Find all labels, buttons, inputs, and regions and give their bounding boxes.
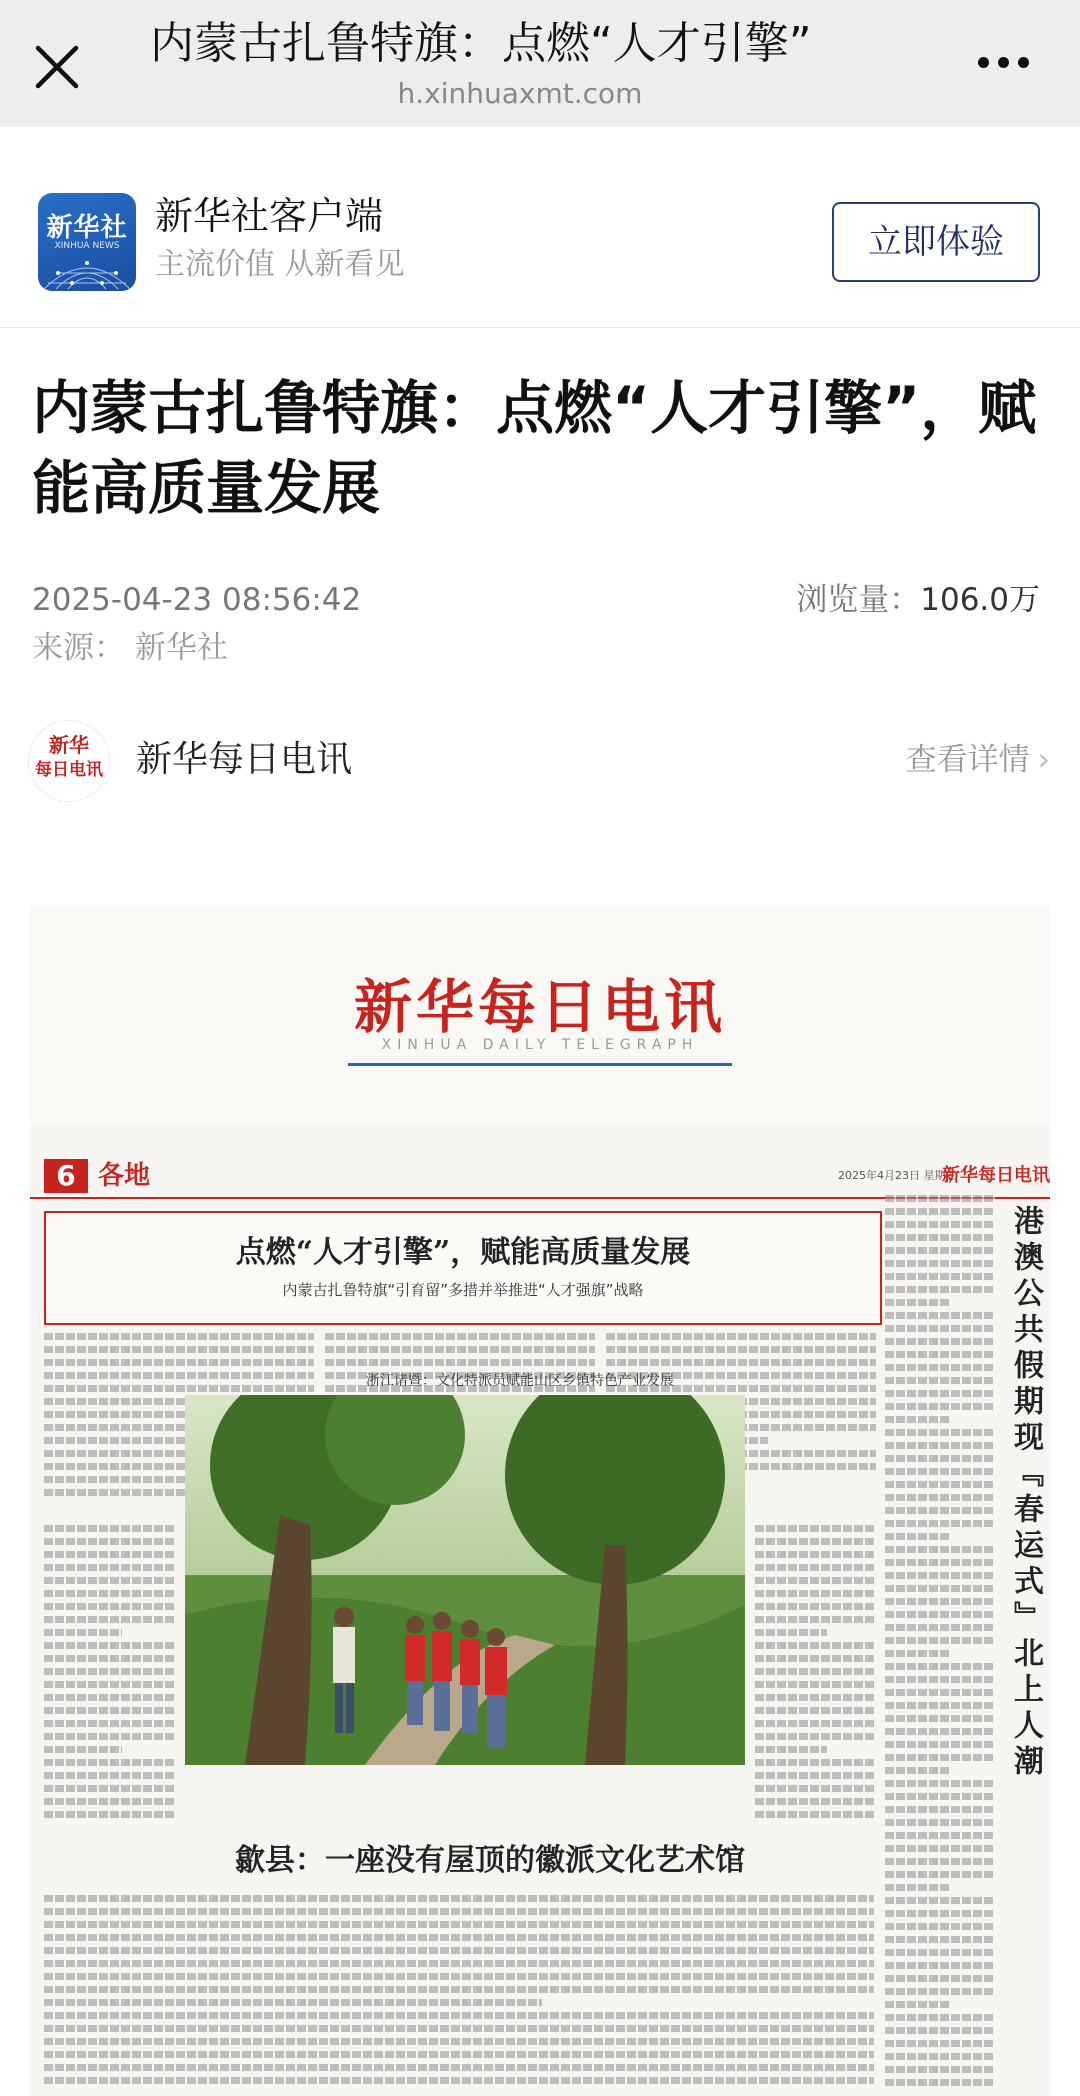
text-line — [885, 1377, 995, 1384]
bottom-story-text — [44, 1895, 874, 2095]
text-line — [44, 1960, 874, 1967]
text-line — [885, 1468, 995, 1475]
page-header — [30, 1155, 1050, 1199]
text-line — [885, 1208, 995, 1215]
text-line — [44, 1603, 174, 1610]
right-column-text — [885, 1195, 995, 2095]
text-line — [885, 1364, 995, 1371]
text-line — [44, 1707, 174, 1714]
text-line — [606, 1333, 876, 1340]
text-line — [885, 1520, 995, 1527]
text-line — [885, 1702, 995, 1709]
text-line — [885, 1273, 995, 1280]
text-line — [885, 2066, 995, 2073]
text-line — [755, 1564, 875, 1571]
text-line — [885, 1884, 951, 1891]
text-line — [885, 1936, 995, 1943]
text-line — [44, 1785, 174, 1792]
text-line — [44, 1947, 874, 1954]
text-line — [885, 1832, 995, 1839]
text-line — [885, 1806, 995, 1813]
text-line — [755, 1759, 875, 1766]
text-line — [44, 2025, 874, 2032]
text-line — [325, 1346, 595, 1353]
lead-story-box — [44, 1211, 882, 1325]
text-line — [885, 1923, 995, 1930]
text-line — [44, 1629, 122, 1636]
text-line — [44, 1681, 174, 1688]
text-line — [755, 1681, 875, 1688]
text-line — [44, 1895, 874, 1902]
text-line — [44, 1642, 174, 1649]
text-line — [885, 2053, 995, 2060]
text-line — [885, 2001, 951, 2008]
text-line — [755, 1551, 875, 1558]
view-count-label: 浏览量： — [796, 582, 921, 618]
more-options-icon[interactable] — [968, 42, 1038, 82]
text-line — [885, 1416, 951, 1423]
text-line — [44, 1668, 174, 1675]
text-line — [44, 1772, 174, 1779]
view-count — [796, 580, 1040, 620]
text-line — [885, 1624, 995, 1631]
text-line — [885, 1858, 995, 1865]
text-line — [44, 1934, 874, 1941]
second-story-title: 歙县：一座没有屋顶的徽派文化艺术馆 — [235, 1843, 745, 1878]
text-line — [755, 1733, 875, 1740]
text-line — [885, 1429, 995, 1436]
text-line — [44, 2077, 874, 2084]
page-url: h.xinhuaxmt.com — [397, 77, 643, 110]
text-line — [755, 1785, 875, 1792]
view-count-value: 106.0万 — [920, 582, 1040, 618]
account-avatar[interactable] — [28, 720, 110, 802]
text-line — [885, 1910, 995, 1917]
chevron-right-icon: › — [1037, 742, 1050, 778]
text-line — [885, 1793, 995, 1800]
text-line — [885, 1962, 995, 1969]
text-line — [755, 1720, 875, 1727]
text-line — [44, 1437, 206, 1444]
text-line — [755, 1668, 875, 1675]
text-line — [44, 1746, 122, 1753]
mini-masthead: 新华每日电讯 — [942, 1165, 1050, 1186]
news-photo — [185, 1395, 745, 1765]
text-line — [885, 2014, 995, 2021]
page-title: 内蒙古扎鲁特旗：点燃“人才引擎” — [150, 18, 812, 69]
newspaper-masthead-english: XINHUA DAILY TELEGRAPH — [381, 1037, 699, 1053]
text-line — [44, 1908, 874, 1915]
text-line — [755, 1538, 875, 1545]
text-line — [755, 1772, 875, 1779]
text-line — [44, 2038, 874, 2045]
text-line — [885, 1689, 995, 1696]
newspaper-masthead: 新华每日电讯 — [353, 973, 726, 1041]
text-line — [885, 1741, 995, 1748]
text-line — [885, 1442, 995, 1449]
text-line — [44, 1811, 174, 1818]
text-line — [755, 1629, 827, 1636]
left-story-text — [44, 1525, 174, 1825]
article-headline: 内蒙古扎鲁特旗：点燃“人才引擎”，赋能高质量发展 — [32, 374, 1037, 522]
masthead-area — [30, 905, 1050, 1125]
text-line — [44, 1720, 174, 1727]
text-line — [44, 1655, 174, 1662]
text-line — [885, 1559, 995, 1566]
text-line — [44, 1973, 874, 1980]
text-line — [885, 1312, 995, 1319]
text-line — [755, 1707, 875, 1714]
source-account-row[interactable] — [0, 705, 1080, 815]
avatar-text-line1: 新华 — [49, 733, 89, 757]
text-line — [44, 1999, 542, 2006]
text-line — [885, 1845, 995, 1852]
browser-top-bar — [0, 0, 1080, 127]
side-story-title: 港澳公共假期现『春运式』北上人潮 — [1008, 1205, 1043, 1781]
text-line — [755, 1811, 875, 1818]
app-download-banner — [0, 127, 1080, 328]
text-line — [755, 1655, 875, 1662]
text-line — [44, 1798, 174, 1805]
xinhua-app-logo — [38, 193, 136, 291]
text-line — [44, 1986, 874, 1993]
text-line — [885, 1455, 995, 1462]
text-line — [44, 1346, 314, 1353]
text-line — [885, 1299, 951, 1306]
text-line — [885, 1715, 995, 1722]
text-line — [885, 1897, 995, 1904]
text-line — [606, 1346, 876, 1353]
photo-caption: 浙江诸暨：文化特派员赋能山区乡镇特色产业发展 — [366, 1373, 674, 1389]
text-line — [44, 1694, 174, 1701]
text-line — [44, 1525, 174, 1532]
text-line — [885, 1819, 995, 1826]
text-line — [885, 1637, 995, 1644]
text-line — [755, 1525, 875, 1532]
account-name[interactable]: 新华每日电讯 — [136, 739, 353, 780]
text-line — [885, 1975, 995, 1982]
text-line — [44, 2051, 874, 2058]
text-line — [885, 1676, 995, 1683]
text-line — [755, 1746, 827, 1753]
text-line — [44, 1333, 314, 1340]
text-line — [885, 1780, 995, 1787]
text-line — [606, 1359, 876, 1366]
text-line — [44, 2012, 874, 2019]
app-slogan: 主流价值 从新看见 — [155, 247, 405, 282]
text-line — [755, 1642, 875, 1649]
text-line — [325, 1359, 595, 1366]
text-line — [885, 1767, 951, 1774]
text-line — [755, 1694, 875, 1701]
text-line — [885, 1247, 995, 1254]
text-line — [885, 1546, 995, 1553]
globe-network-icon — [38, 253, 136, 291]
lead-story-subtitle: 内蒙古扎鲁特旗“引育留”多措并举推进“人才强旗”战略 — [282, 1281, 644, 1299]
text-line — [44, 1564, 174, 1571]
text-line — [885, 1325, 995, 1332]
page-date: 2025年4月23日 星期三 — [838, 1169, 957, 1182]
text-line — [885, 1572, 995, 1579]
text-line — [44, 1616, 174, 1623]
text-line — [885, 1234, 995, 1241]
text-line — [885, 1754, 995, 1761]
text-line — [325, 1333, 595, 1340]
app-name: 新华社客户端 — [155, 194, 384, 238]
masthead-underline — [348, 1063, 732, 1066]
try-now-button[interactable]: 立即体验 — [832, 202, 1040, 282]
lead-story-title: 点燃“人才引擎”，赋能高质量发展 — [235, 1235, 691, 1270]
text-line — [44, 1733, 174, 1740]
text-line — [885, 1871, 995, 1878]
text-line — [755, 1798, 875, 1805]
text-line — [885, 1390, 995, 1397]
page-section: 各地 — [98, 1161, 151, 1191]
text-line — [885, 1286, 995, 1293]
text-line — [885, 1988, 995, 1995]
text-line — [44, 1538, 174, 1545]
text-line — [885, 1650, 951, 1657]
page-number: 6 — [44, 1159, 88, 1193]
text-line — [885, 2079, 995, 2086]
text-line — [755, 1603, 875, 1610]
text-line — [44, 1759, 174, 1766]
text-line — [755, 1616, 875, 1623]
text-line — [885, 1585, 995, 1592]
newspaper-page-image — [30, 905, 1050, 2096]
view-details-label: 查看详情 — [905, 742, 1030, 778]
text-line — [885, 1611, 995, 1618]
text-line — [885, 1663, 995, 1670]
text-line — [885, 1260, 995, 1267]
text-line — [755, 1590, 875, 1597]
text-line — [44, 1577, 174, 1584]
text-line — [755, 1577, 875, 1584]
text-line — [885, 1728, 995, 1735]
text-line — [885, 1533, 951, 1540]
text-line — [44, 1921, 874, 1928]
text-line — [44, 2064, 874, 2071]
logo-text: 新华社 — [46, 213, 128, 243]
text-line — [44, 1551, 174, 1558]
text-line — [885, 2040, 995, 2047]
avatar-text-line2: 每日电讯 — [35, 760, 103, 780]
logo-subtext: XINHUA NEWS — [54, 241, 120, 251]
text-line — [44, 1590, 174, 1597]
publish-date: 2025-04-23 08:56:42 — [32, 582, 362, 618]
text-line — [885, 2027, 995, 2034]
view-details-link[interactable] — [906, 735, 1050, 785]
text-line — [885, 1338, 995, 1345]
article-source: 来源： 新华社 — [32, 630, 228, 666]
text-line — [885, 1195, 995, 1202]
text-line — [885, 1507, 995, 1514]
text-line — [885, 1598, 995, 1605]
text-line — [44, 1359, 314, 1366]
photo-side-text — [755, 1525, 875, 1825]
text-line — [885, 1221, 995, 1228]
text-line — [885, 1403, 995, 1410]
text-line — [885, 1481, 995, 1488]
text-line — [885, 1351, 995, 1358]
text-line — [885, 1494, 995, 1501]
text-line — [885, 1949, 995, 1956]
close-icon[interactable] — [30, 40, 84, 94]
